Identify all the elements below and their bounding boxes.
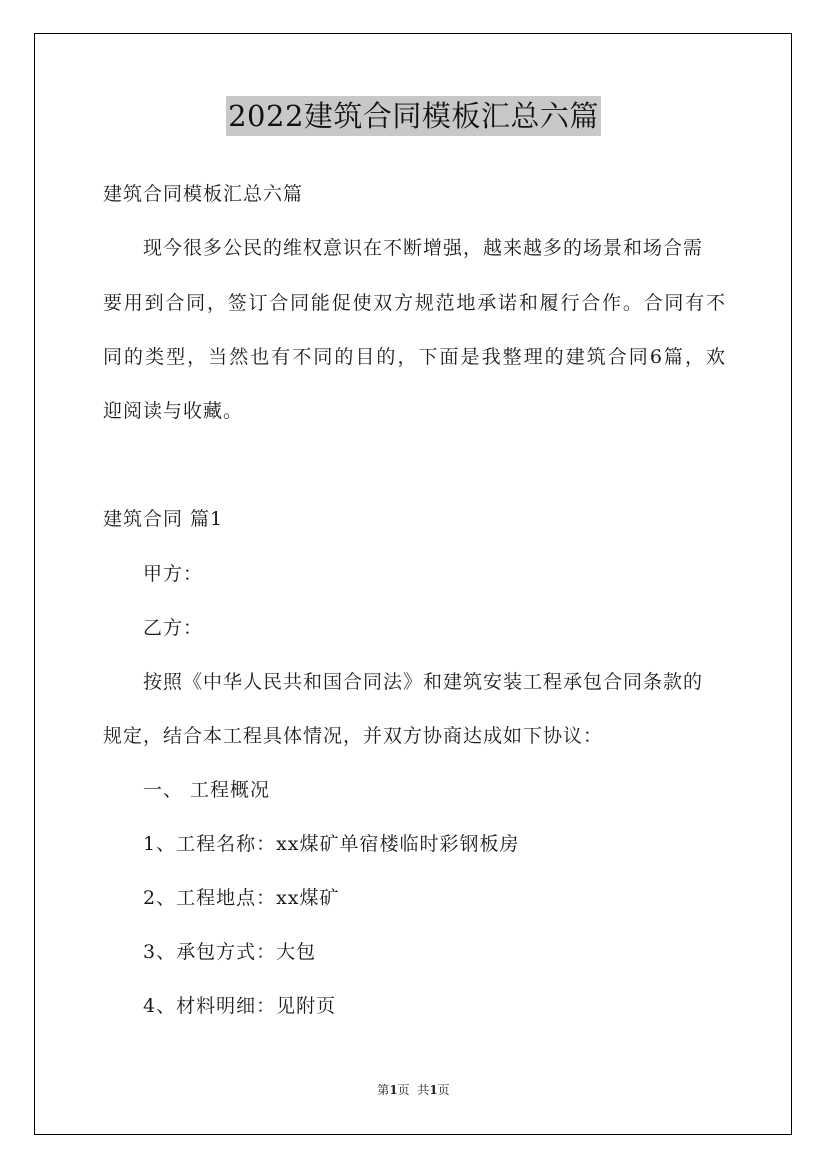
page-label-pre: 第 — [377, 1083, 390, 1097]
page-label-mid: 页 共 — [397, 1083, 430, 1097]
party-b-label: 乙方： — [143, 617, 204, 639]
intro-line-1: 现今很多公民的维权意识在不断增强，越来越多的场景和场合需 — [143, 237, 704, 259]
title-container — [0, 96, 827, 136]
page-current: 1 — [389, 1083, 398, 1097]
document-subtitle: 建筑合同模板汇总六篇 — [103, 183, 304, 205]
intro-line-3: 同的类型，当然也有不同的目的，下面是我整理的建筑合同6篇，欢 — [103, 346, 725, 368]
section-heading: 建筑合同 篇1 — [103, 508, 224, 530]
list-item-project-location: 2、工程地点：xx煤矿 — [143, 887, 340, 909]
page-label-post: 页 — [437, 1083, 450, 1097]
list-item-material-details: 4、材料明细：见附页 — [143, 995, 337, 1017]
list-item-contract-type: 3、承包方式：大包 — [143, 941, 317, 963]
page-total: 1 — [429, 1083, 438, 1097]
agreement-line-2: 规定，结合本工程具体情况，并双方协商达成如下协议： — [103, 725, 604, 747]
overview-heading: 一、 工程概况 — [143, 779, 271, 801]
page-footer — [0, 1082, 827, 1098]
agreement-line-1: 按照《中华人民共和国合同法》和建筑安装工程承包合同条款的 — [143, 671, 704, 693]
list-item-project-name: 1、工程名称：xx煤矿单宿楼临时彩钢板房 — [143, 833, 520, 855]
document-title: 2022建筑合同模板汇总六篇 — [226, 96, 601, 136]
intro-line-4: 迎阅读与收藏。 — [103, 400, 244, 422]
party-a-label: 甲方： — [143, 563, 204, 585]
intro-line-2: 要用到合同，签订合同能促使双方规范地承诺和履行合作。合同有不 — [103, 292, 725, 314]
